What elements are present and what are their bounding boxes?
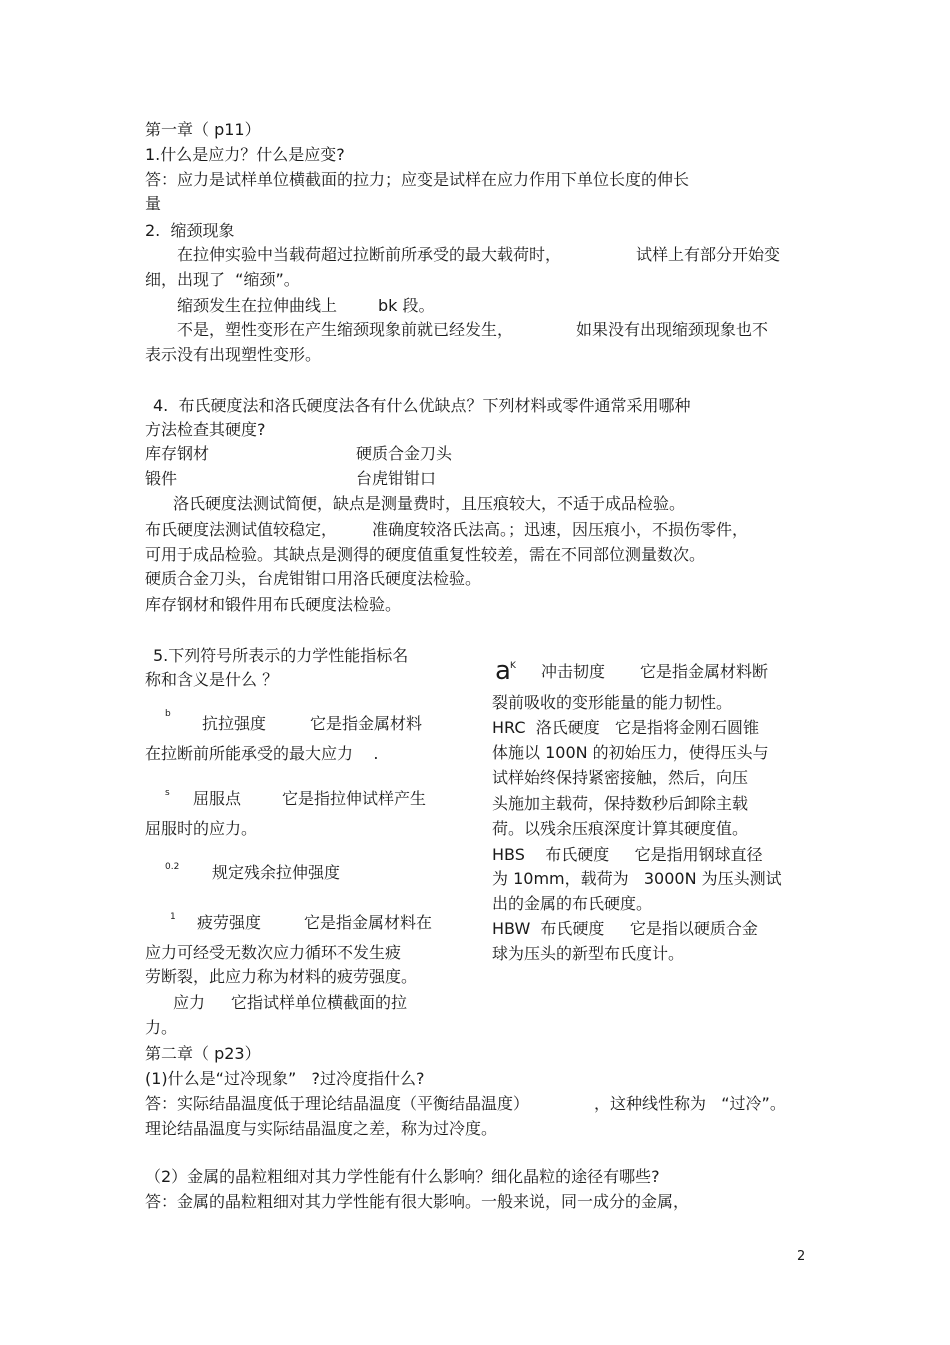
definition-text: 球为压头的新型布氏度计。 [492, 944, 685, 963]
answer-2-line-3b: bk 段。 [378, 296, 435, 315]
definition-text: 出的金属的布氏硬度。 [492, 894, 653, 913]
definition-text: 它是指金属材料断 [640, 662, 769, 681]
question-4-line-1: 4. 布氏硬度法和洛氏硬度法各有什么优缺点？下列材料或零件通常采用哪种 [153, 396, 691, 415]
definition-text: 它是指拉伸试样产生 [282, 789, 427, 808]
definition-text: 它是指金属材料在 [304, 913, 433, 932]
definition-term: 疲劳强度 [197, 913, 262, 932]
answer-1-line-2: 量 [145, 194, 162, 213]
definition-term: 冲击韧度 [541, 662, 606, 681]
symbol-subscript: s [165, 788, 170, 798]
ch2-answer-1-line-2: 理论结晶温度与实际结晶温度之差，称为过冷度。 [145, 1119, 498, 1138]
question-4-line-2: 方法检查其硬度? [145, 420, 266, 439]
material-cell: 台虎钳钳口 [356, 469, 437, 488]
answer-2-line-4a: 不是，塑性变形在产生缩颈现象前就已经发生， [177, 320, 514, 339]
ch2-answer-2-line-1: 答：金属的晶粒粗细对其力学性能有很大影响。一般来说，同一成分的金属， [145, 1192, 690, 1211]
page-number: 2 [797, 1249, 806, 1264]
symbol-subscript: b [165, 709, 171, 719]
ch2-answer-1-line-1b: ，这种线性称为 “过冷”。 [594, 1094, 786, 1113]
question-1: 1.什么是应力？什么是应变? [145, 145, 345, 164]
definition-text: 它指试样单位横截面的拉 [231, 993, 408, 1012]
definition-text: 力。 [145, 1018, 178, 1037]
material-cell: 硬质合金刀头 [356, 444, 453, 463]
definition-term: 应力 [173, 993, 206, 1012]
definition-text: 试样始终保持紧密接触，然后，向压 [492, 768, 749, 787]
answer-4-line-3: 可用于成品检验。其缺点是测得的硬度值重复性较差，需在不同部位测量数次。 [145, 545, 706, 564]
definition-text: HRC 洛氏硬度 它是指将金刚石圆锥 [492, 718, 759, 737]
definition-term: 屈服点 [193, 789, 242, 808]
answer-1-line-1: 答：应力是试样单位横截面的拉力；应变是试样在应力作用下单位长度的伸长 [145, 170, 690, 189]
answer-2-line-4b: 如果没有出现缩颈现象也不 [576, 320, 769, 339]
ch2-question-1: (1)什么是“过冷现象” ?过冷度指什么? [145, 1069, 425, 1088]
symbol-subscript: K [510, 661, 516, 671]
chapter2-title: 第二章（ p23） [145, 1044, 261, 1063]
material-cell: 库存钢材 [145, 444, 210, 463]
ch2-answer-1-line-1a: 答：实际结晶温度低于理论结晶温度（平衡结晶温度） [145, 1094, 530, 1113]
definition-text: 荷。以残余压痕深度计算其硬度值。 [492, 819, 749, 838]
definition-text: 体施以 100N 的初始压力，使得压头与 [492, 743, 769, 762]
symbol-subscript: 0.2 [165, 862, 180, 872]
definition-text: 应力可经受无数次应力循环不发生疲 [145, 943, 402, 962]
definition-text: 裂前吸收的变形能量的能力韧性。 [492, 693, 733, 712]
answer-2-line-3a: 缩颈发生在拉伸曲线上 [177, 296, 338, 315]
definition-term: 规定残余拉伸强度 [212, 863, 341, 882]
definition-text: 在拉断前所能承受的最大应力 . [145, 744, 379, 763]
definition-text: 劳断裂，此应力称为材料的疲劳强度。 [145, 967, 418, 986]
answer-2-line-1a: 在拉伸实验中当载荷超过拉断前所承受的最大载荷时， [177, 245, 562, 264]
material-cell: 锻件 [145, 469, 178, 488]
answer-4-line-5: 库存钢材和锻件用布氏硬度法检验。 [145, 595, 402, 614]
question-5-line-1: 5.下列符号所表示的力学性能指标名 [153, 646, 409, 665]
definition-text: 它是指金属材料 [310, 714, 423, 733]
answer-2-line-1b: 试样上有部分开始变 [636, 245, 781, 264]
definition-term: 抗拉强度 [202, 714, 267, 733]
symbol-ak: a [495, 656, 511, 686]
question-2: 2. 缩颈现象 [145, 221, 235, 240]
answer-4-line-4: 硬质合金刀头，台虎钳钳口用洛氏硬度法检验。 [145, 569, 482, 588]
definition-text: 头施加主载荷，保持数秒后卸除主载 [492, 794, 749, 813]
answer-2-line-2: 细，出现了 “缩颈”。 [145, 270, 300, 289]
definition-text: HBS 布氏硬度 它是指用钢球直径 [492, 845, 763, 864]
answer-4-line-2a: 布氏硬度法测试值较稳定， [145, 520, 338, 539]
ch2-question-2: （2）金属的晶粒粗细对其力学性能有什么影响？细化晶粒的途径有哪些? [145, 1167, 660, 1186]
symbol-subscript: 1 [170, 912, 176, 922]
answer-4-line-1: 洛氏硬度法测试简便，缺点是测量费时，且压痕较大，不适于成品检验。 [173, 494, 686, 513]
question-5-line-2: 称和含义是什么 ？ [145, 670, 279, 689]
definition-text: HBW 布氏硬度 它是指以硬质合金 [492, 919, 758, 938]
definition-text: 为 10mm，载荷为 3000N 为压头测试 [492, 869, 782, 888]
chapter1-title: 第一章（ p11） [145, 120, 261, 139]
definition-text: 屈服时的应力。 [145, 819, 258, 838]
answer-2-line-5: 表示没有出现塑性变形。 [145, 345, 322, 364]
answer-4-line-2b: 准确度较洛氏法高。；迅速，因压痕小，不损伤零件， [372, 520, 749, 539]
